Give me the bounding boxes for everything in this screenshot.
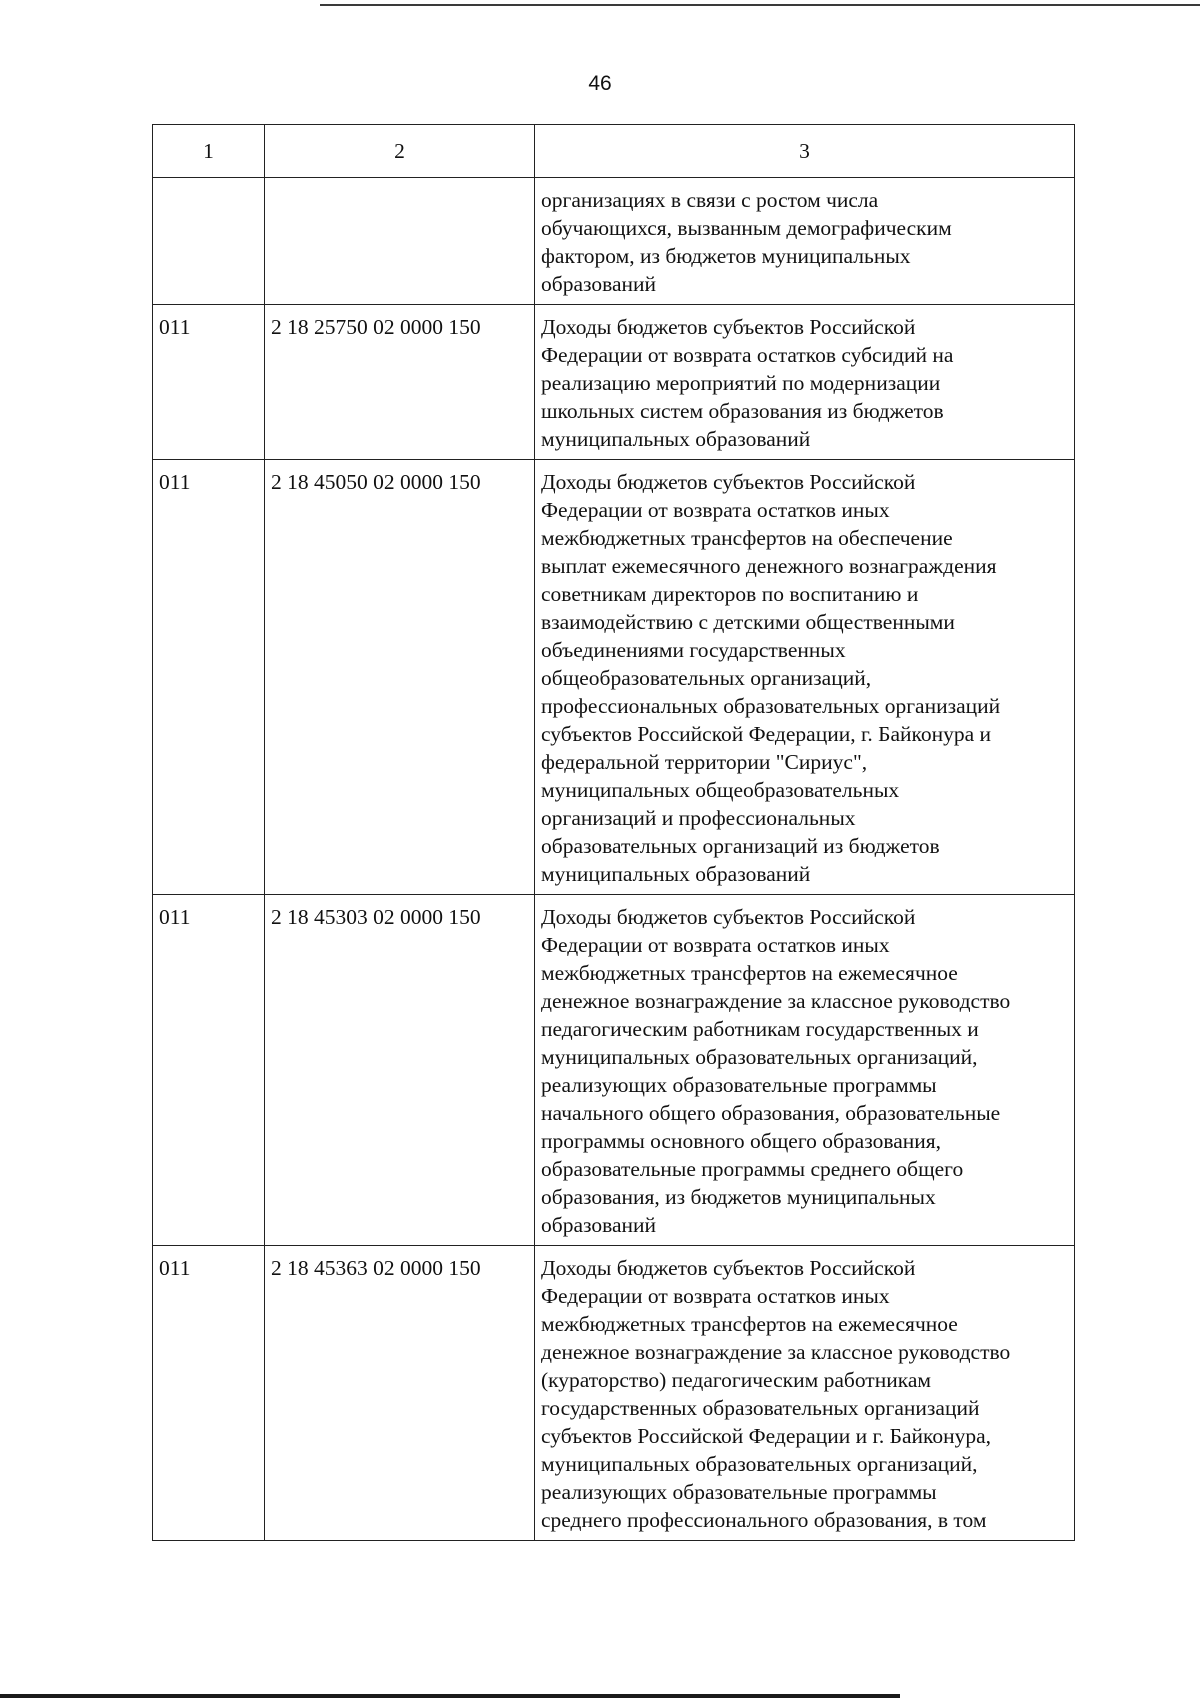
budget-code-cell: 2 18 45050 02 0000 150 <box>265 460 535 895</box>
description-cell: организациях в связи с ростом числа обучающихся, вызванным демографическим фактором, из бюджетов муниципальных образований <box>535 178 1075 305</box>
budget-code-cell <box>265 178 535 305</box>
table-row <box>153 895 1075 1246</box>
table-row <box>153 178 1075 305</box>
table-row <box>153 305 1075 460</box>
budget-code-cell: 2 18 45303 02 0000 150 <box>265 895 535 1246</box>
admin-code-cell: 011 <box>153 1246 265 1541</box>
budget-code-cell: 2 18 45363 02 0000 150 <box>265 1246 535 1541</box>
description-cell: Доходы бюджетов субъектов Российской Федерации от возврата остатков субсидий на реализацию мероприятий по модернизации школьных систем образования из бюджетов муниципальных образований <box>535 305 1075 460</box>
description-cell: Доходы бюджетов субъектов Российской Федерации от возврата остатков иных межбюджетных трансфертов на ежемесячное денежное вознаграждение за классное руководство (кураторство) педагогическим работникам государственных образовательных организаций субъектов Российской Федерации и г. Байконура, муниципальных образовательных организаций, реализующих образовательные программы среднего профессионального образования, в том <box>535 1246 1075 1541</box>
admin-code-cell: 011 <box>153 460 265 895</box>
table-row <box>153 460 1075 895</box>
scan-edge-line-bottom <box>0 1694 900 1698</box>
description-cell: Доходы бюджетов субъектов Российской Федерации от возврата остатков иных межбюджетных трансфертов на ежемесячное денежное вознаграждение за классное руководство педагогическим работникам государственных и муниципальных образовательных организаций, реализующих образовательные программы начального общего образования, образовательные программы основного общего образования, образовательные программы среднего общего образования, из бюджетов муниципальных образований <box>535 895 1075 1246</box>
scan-edge-line-top <box>320 4 1200 6</box>
table-header-row <box>153 125 1075 178</box>
page-number: 46 <box>588 72 612 95</box>
budget-code-cell: 2 18 25750 02 0000 150 <box>265 305 535 460</box>
column-header-3: 3 <box>535 125 1075 178</box>
admin-code-cell: 011 <box>153 895 265 1246</box>
column-header-1: 1 <box>153 125 265 178</box>
admin-code-cell: 011 <box>153 305 265 460</box>
admin-code-cell <box>153 178 265 305</box>
table-row <box>153 1246 1075 1541</box>
column-header-2: 2 <box>265 125 535 178</box>
description-cell: Доходы бюджетов субъектов Российской Федерации от возврата остатков иных межбюджетных трансфертов на обеспечение выплат ежемесячного денежного вознаграждения советникам директоров по воспитанию и взаимодействию с детскими общественными объединениями государственных общеобразовательных организаций, профессиональных образовательных организаций субъектов Российской Федерации, г. Байконура и федеральной территории "Сириус", муниципальных общеобразовательных организаций и профессиональных образовательных организаций из бюджетов муниципальных образований <box>535 460 1075 895</box>
budget-codes-table <box>152 124 1075 1541</box>
